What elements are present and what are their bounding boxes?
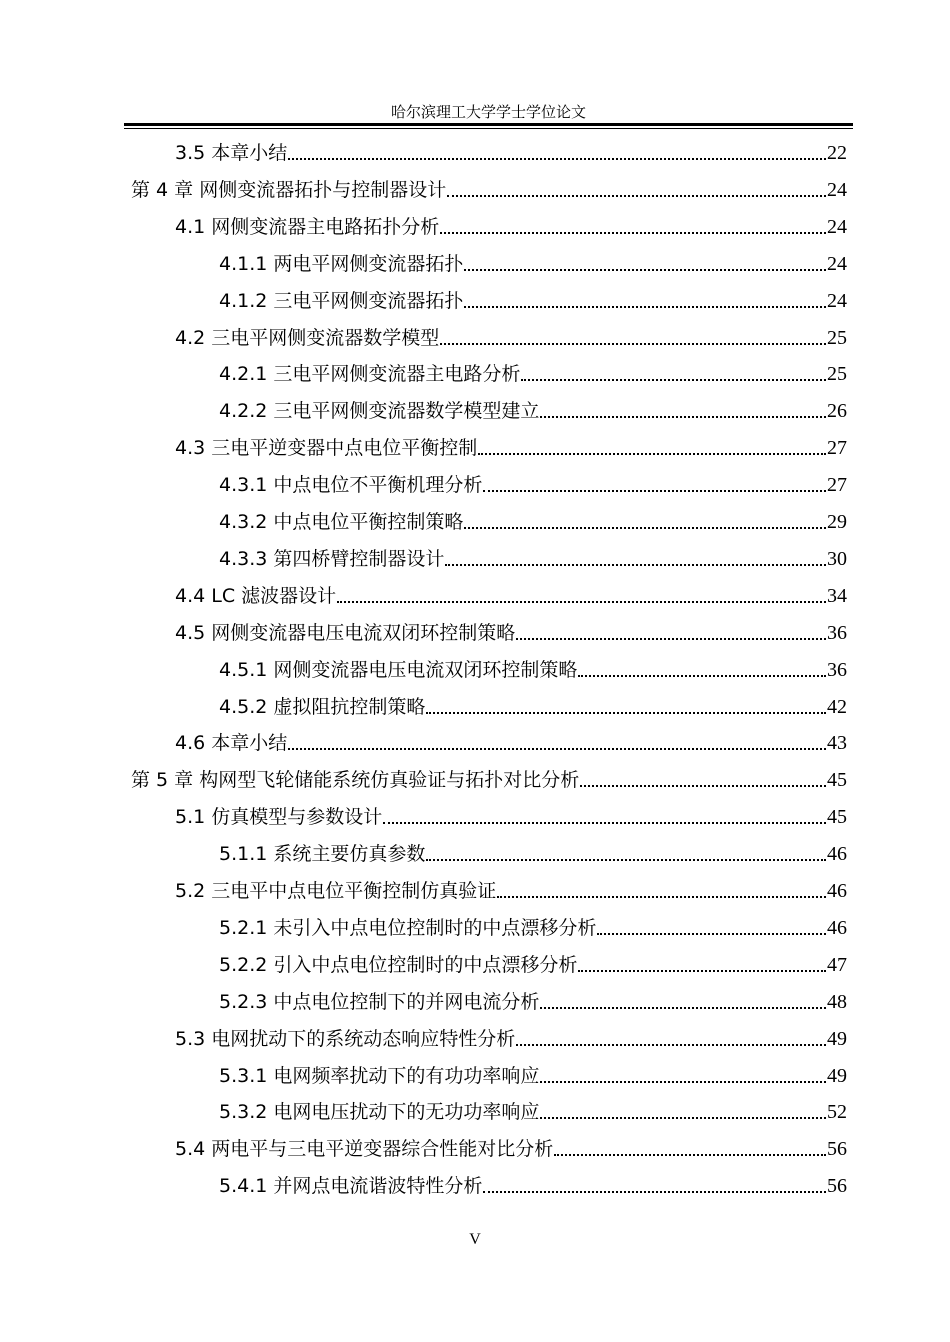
toc-entry-page: 24 <box>827 289 847 312</box>
toc-entry-label: 5.1 仿真模型与参数设计 <box>175 806 383 829</box>
toc-entry-label: 4.5.2 虚拟阻抗控制策略 <box>219 695 426 718</box>
header-rule-thick <box>124 123 853 126</box>
toc-entry[interactable] <box>175 134 847 164</box>
toc-entry[interactable] <box>219 983 847 1013</box>
toc-entry-page: 45 <box>827 806 847 829</box>
toc-dot-leader <box>478 437 826 459</box>
toc-entry[interactable] <box>219 503 847 533</box>
toc-entry-label: 4.2.1 三电平网侧变流器主电路分析 <box>219 363 521 386</box>
toc-entry[interactable] <box>175 614 847 644</box>
toc-entry-label: 5.4.1 并网点电流谐波特性分析 <box>219 1175 483 1198</box>
toc-entry-label: 5.2 三电平中点电位平衡控制仿真验证 <box>175 880 497 902</box>
toc-dot-leader <box>288 732 826 754</box>
toc-entry-label: 4.3.2 中点电位平衡控制策略 <box>219 511 464 533</box>
toc-entry-label: 3.5 本章小结 <box>175 142 288 164</box>
toc-dot-leader <box>516 1028 826 1050</box>
page-header <box>124 100 853 128</box>
toc-dot-leader <box>464 253 826 275</box>
toc-entry-page: 27 <box>827 437 847 460</box>
toc-entry-label: 第 5 章 构网型飞轮储能系统仿真验证与拓扑对比分析 <box>131 769 580 792</box>
toc-entry[interactable] <box>219 1093 847 1123</box>
toc-dot-leader <box>521 363 826 385</box>
toc-dot-leader <box>554 1138 826 1160</box>
toc-entry-page: 56 <box>827 1175 847 1198</box>
toc-entry-label: 4.1.2 三电平网侧变流器拓扑 <box>219 289 464 312</box>
toc-entry[interactable] <box>219 282 847 312</box>
toc-entry-page: 24 <box>827 252 847 275</box>
toc-entry[interactable] <box>219 466 847 496</box>
toc-entry-page: 42 <box>827 695 847 718</box>
toc-entry-page: 46 <box>827 916 847 939</box>
toc-entry-page: 56 <box>827 1138 847 1161</box>
toc-entry-page: 46 <box>827 880 847 902</box>
toc-entry-label: 5.1.1 系统主要仿真参数 <box>219 843 426 866</box>
toc-entry[interactable] <box>219 540 847 570</box>
toc-dot-leader <box>464 290 826 312</box>
toc-dot-leader <box>445 548 826 570</box>
toc-dot-leader <box>426 843 826 865</box>
toc-entry-label: 4.2 三电平网侧变流器数学模型 <box>175 326 440 349</box>
toc-entry-page: 25 <box>827 326 847 349</box>
toc-dot-leader <box>580 769 826 791</box>
toc-entry-page: 36 <box>827 658 847 681</box>
toc-entry[interactable] <box>175 208 847 238</box>
toc-dot-leader <box>540 991 826 1013</box>
toc-entry-page: 47 <box>827 953 847 976</box>
toc-entry-label: 4.4 LC 滤波器设计 <box>175 584 337 607</box>
toc-dot-leader <box>497 880 826 902</box>
toc-entry-page: 49 <box>827 1027 847 1050</box>
toc-entry[interactable] <box>219 392 847 422</box>
toc-entry[interactable] <box>219 245 847 275</box>
toc-dot-leader <box>540 1101 826 1123</box>
toc-entry-page: 36 <box>827 621 847 644</box>
toc-entry[interactable] <box>219 946 847 976</box>
toc-entry-page: 30 <box>827 547 847 570</box>
toc-entry[interactable] <box>219 835 847 865</box>
toc-entry-label: 4.5.1 网侧变流器电压电流双闭环控制策略 <box>219 658 578 681</box>
toc-entry-page: 46 <box>827 843 847 866</box>
toc-entry-label: 5.3.2 电网电压扰动下的无功功率响应 <box>219 1101 540 1124</box>
toc-dot-leader <box>337 585 826 607</box>
toc-entry[interactable] <box>175 872 847 902</box>
toc-entry[interactable] <box>219 909 847 939</box>
toc-dot-leader <box>540 400 826 422</box>
toc-dot-leader <box>483 474 826 496</box>
toc-entry[interactable] <box>175 1130 847 1160</box>
toc-entry-page: 22 <box>827 142 847 164</box>
toc-entry-label: 5.3 电网扰动下的系统动态响应特性分析 <box>175 1027 516 1050</box>
toc-entry-label: 4.3.1 中点电位不平衡机理分析 <box>219 474 483 497</box>
toc-entry-label: 5.2.1 未引入中点电位控制时的中点漂移分析 <box>219 916 597 939</box>
toc-dot-leader <box>516 622 826 644</box>
toc-entry[interactable] <box>219 355 847 385</box>
toc-entry-page: 24 <box>827 178 847 201</box>
toc-entry[interactable] <box>131 761 847 791</box>
toc-entry-label: 5.3.1 电网频率扰动下的有功功率响应 <box>219 1064 540 1087</box>
toc-entry-label: 4.1.1 两电平网侧变流器拓扑 <box>219 252 464 275</box>
toc-entry-label: 第 4 章 网侧变流器拓扑与控制器设计 <box>131 178 447 201</box>
toc-entry-page: 48 <box>827 990 847 1013</box>
toc-entry[interactable] <box>131 171 847 201</box>
toc-dot-leader <box>383 806 826 828</box>
toc-entry-label: 4.1 网侧变流器主电路拓扑分析 <box>175 215 440 238</box>
toc-entry-page: 45 <box>827 769 847 792</box>
toc-entry[interactable] <box>175 577 847 607</box>
toc-entry-label: 4.6 本章小结 <box>175 732 288 755</box>
toc-entry-label: 4.5 网侧变流器电压电流双闭环控制策略 <box>175 621 516 644</box>
toc-entry-page: 29 <box>827 511 847 533</box>
toc-entry-page: 26 <box>827 400 847 423</box>
toc-dot-leader <box>578 659 826 681</box>
toc-entry-label: 4.3 三电平逆变器中点电位平衡控制 <box>175 437 478 460</box>
toc-dot-leader <box>440 327 826 349</box>
toc-entry[interactable] <box>175 429 847 459</box>
toc-dot-leader <box>597 917 826 939</box>
toc-entry-page: 24 <box>827 215 847 238</box>
toc-entry-page: 49 <box>827 1064 847 1087</box>
toc-entry[interactable] <box>175 319 847 349</box>
toc-dot-leader <box>464 511 826 533</box>
toc-entry-label: 4.3.3 第四桥臂控制器设计 <box>219 547 445 570</box>
toc-entry[interactable] <box>219 1167 847 1197</box>
toc-dot-leader <box>483 1175 826 1197</box>
header-rule-thin <box>124 128 853 129</box>
toc-entry[interactable] <box>219 1057 847 1087</box>
page-number: V <box>469 1231 481 1248</box>
toc-entry[interactable] <box>219 651 847 681</box>
toc-entry[interactable] <box>219 688 847 718</box>
toc-entry[interactable] <box>175 1020 847 1050</box>
toc-entry[interactable] <box>175 798 847 828</box>
toc-entry-label: 5.2.2 引入中点电位控制时的中点漂移分析 <box>219 953 578 976</box>
toc-entry-page: 27 <box>827 474 847 497</box>
toc-dot-leader <box>440 216 826 238</box>
toc-dot-leader <box>447 179 826 201</box>
toc-entry-label: 4.2.2 三电平网侧变流器数学模型建立 <box>219 400 540 423</box>
toc-entry-page: 43 <box>827 732 847 755</box>
toc-entry-page: 52 <box>827 1101 847 1124</box>
toc-dot-leader <box>426 696 826 718</box>
toc-entry-label: 5.4 两电平与三电平逆变器综合性能对比分析 <box>175 1138 554 1161</box>
toc-entry-page: 34 <box>827 584 847 607</box>
toc-dot-leader <box>288 142 826 164</box>
toc-entry-page: 25 <box>827 363 847 386</box>
toc-entry[interactable] <box>175 724 847 754</box>
toc-dot-leader <box>540 1065 826 1087</box>
toc-entry-label: 5.2.3 中点电位控制下的并网电流分析 <box>219 990 540 1013</box>
toc-dot-leader <box>578 954 826 976</box>
header-title: 哈尔滨理工大学学士学位论文 <box>390 103 586 121</box>
